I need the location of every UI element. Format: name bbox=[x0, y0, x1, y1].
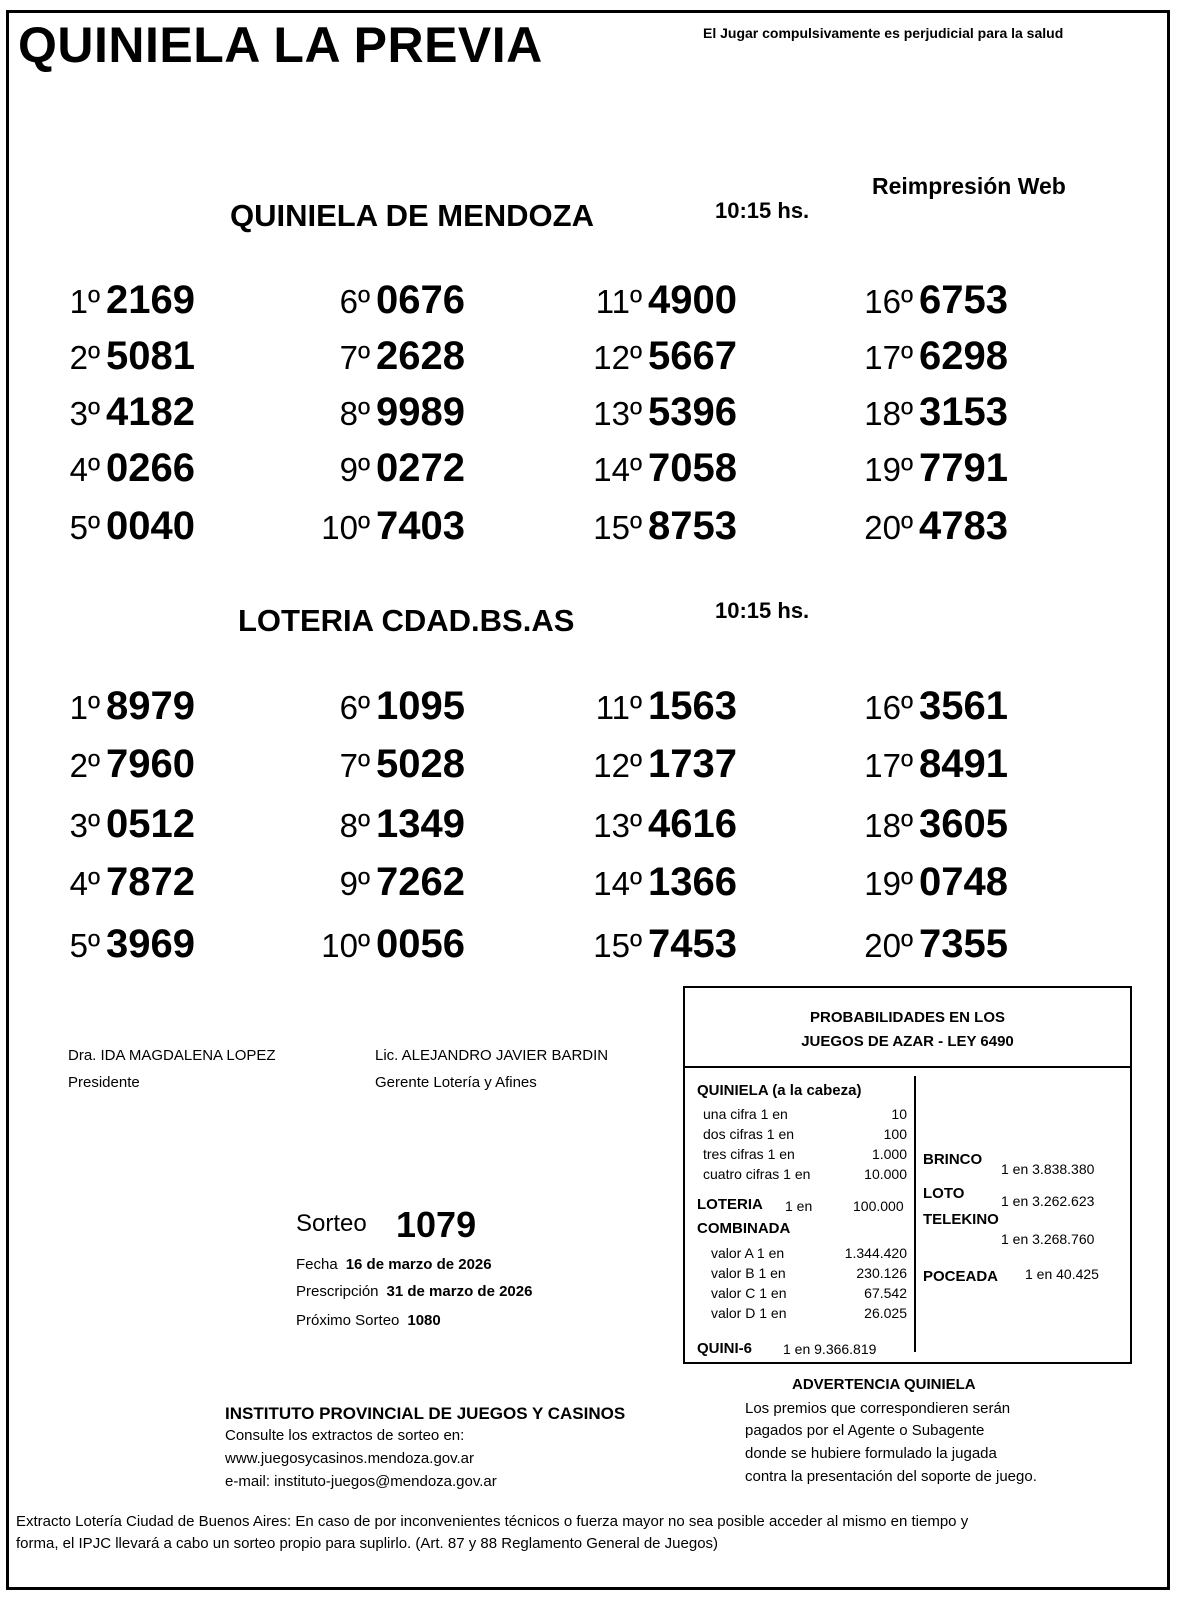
mendoza-result-20 bbox=[849, 504, 1008, 549]
result-number: 4616 bbox=[648, 802, 737, 846]
prob-row-label: valor D 1 en bbox=[711, 1305, 787, 1321]
result-number: 5028 bbox=[376, 742, 465, 786]
result-position: 7º bbox=[339, 747, 370, 784]
result-number: 0272 bbox=[376, 446, 465, 490]
result-position: 20º bbox=[864, 509, 913, 546]
poceada-prob-label: POCEADA bbox=[923, 1268, 999, 1285]
result-number: 4900 bbox=[648, 278, 737, 322]
advertencia-title: ADVERTENCIA QUINIELA bbox=[792, 1376, 976, 1393]
result-number: 0748 bbox=[919, 860, 1008, 904]
mendoza-result-2 bbox=[36, 334, 195, 379]
bsas-result-8 bbox=[306, 802, 465, 847]
result-position: 9º bbox=[339, 451, 370, 488]
result-position: 5º bbox=[69, 509, 100, 546]
result-number: 7355 bbox=[919, 922, 1008, 966]
result-position: 2º bbox=[69, 339, 100, 376]
result-number: 2628 bbox=[376, 334, 465, 378]
result-number: 7872 bbox=[106, 860, 195, 904]
prob-row-value: 10.000 bbox=[864, 1166, 907, 1182]
page-title: QUINIELA LA PREVIA bbox=[18, 17, 543, 73]
result-position: 17º bbox=[864, 339, 913, 376]
fecha-row bbox=[296, 1256, 492, 1273]
mendoza-result-15 bbox=[578, 504, 737, 549]
bsas-result-3 bbox=[36, 802, 195, 847]
mendoza-result-12 bbox=[578, 334, 737, 379]
result-number: 7262 bbox=[376, 860, 465, 904]
fecha-value: 16 de marzo de 2026 bbox=[345, 1256, 492, 1273]
quiniela-prob-title: QUINIELA (a la cabeza) bbox=[697, 1082, 862, 1099]
prob-row-label: valor C 1 en bbox=[711, 1285, 787, 1301]
proximo-label: Próximo Sorteo bbox=[296, 1312, 400, 1329]
result-number: 1095 bbox=[376, 684, 465, 728]
mendoza-result-16 bbox=[849, 278, 1008, 323]
result-position: 4º bbox=[69, 865, 100, 902]
result-number: 3153 bbox=[919, 390, 1008, 434]
result-number: 7453 bbox=[648, 922, 737, 966]
result-position: 18º bbox=[864, 807, 913, 844]
loto-prob-value: 1 en 3.262.623 bbox=[1001, 1193, 1095, 1209]
result-number: 8753 bbox=[648, 504, 737, 548]
result-position: 13º bbox=[593, 807, 642, 844]
bsas-result-11 bbox=[578, 684, 737, 729]
prob-row-label: tres cifras 1 en bbox=[703, 1146, 795, 1162]
prob-row-label: valor A 1 en bbox=[711, 1245, 785, 1261]
result-number: 0040 bbox=[106, 504, 195, 548]
bsas-result-6 bbox=[306, 684, 465, 729]
bsas-result-10 bbox=[306, 922, 465, 967]
prob-row-value: 67.542 bbox=[864, 1285, 907, 1301]
result-position: 2º bbox=[69, 747, 100, 784]
result-number: 2169 bbox=[106, 278, 195, 322]
result-number: 6753 bbox=[919, 278, 1008, 322]
loteria-prob-label: LOTERIA bbox=[697, 1196, 763, 1213]
result-number: 8491 bbox=[919, 742, 1008, 786]
prescripcion-row bbox=[296, 1283, 532, 1300]
result-position: 11º bbox=[595, 283, 642, 320]
result-number: 5396 bbox=[648, 390, 737, 434]
prob-row-label: dos cifras 1 en bbox=[703, 1126, 795, 1142]
result-position: 18º bbox=[864, 395, 913, 432]
mendoza-time: 10:15 hs. bbox=[715, 198, 810, 223]
mendoza-result-8 bbox=[306, 390, 465, 435]
result-position: 12º bbox=[593, 747, 642, 784]
advertencia-line: pagados por el Agente o Subagente bbox=[745, 1422, 985, 1439]
result-position: 19º bbox=[864, 451, 913, 488]
probabilities-title-1: PROBABILIDADES EN LOS bbox=[809, 1009, 1005, 1026]
probabilities-header bbox=[685, 988, 1130, 1068]
bsas-title: LOTERIA CDAD.BS.AS bbox=[238, 603, 575, 638]
result-number: 3969 bbox=[106, 922, 195, 966]
combinada-prob-title: COMBINADA bbox=[697, 1220, 791, 1237]
bsas-result-2 bbox=[36, 742, 195, 787]
result-number: 4783 bbox=[919, 504, 1008, 548]
signature-role: Gerente Lotería y Afines bbox=[375, 1074, 537, 1091]
prob-row-value: 10 bbox=[891, 1106, 907, 1122]
mendoza-result-17 bbox=[849, 334, 1008, 379]
advertencia-line: contra la presentación del soporte de juego. bbox=[745, 1468, 1037, 1485]
result-number: 0266 bbox=[106, 446, 195, 490]
result-position: 6º bbox=[339, 283, 370, 320]
result-number: 1737 bbox=[648, 742, 737, 786]
result-position: 12º bbox=[593, 339, 642, 376]
prob-row-value: 100 bbox=[883, 1126, 907, 1142]
loto-prob-label: LOTO bbox=[923, 1185, 965, 1202]
result-number: 7960 bbox=[106, 742, 195, 786]
result-position: 5º bbox=[69, 927, 100, 964]
mendoza-result-3 bbox=[36, 390, 195, 435]
result-position: 1º bbox=[69, 283, 100, 320]
prob-row-value: 1.000 bbox=[871, 1146, 907, 1162]
proximo-row bbox=[296, 1312, 441, 1329]
result-number: 0056 bbox=[376, 922, 465, 966]
result-position: 16º bbox=[864, 283, 913, 320]
prescripcion-label: Prescripción bbox=[296, 1283, 379, 1300]
quini6-prob-value: 1 en 9.366.819 bbox=[783, 1341, 877, 1357]
bsas-result-18 bbox=[849, 802, 1008, 847]
advertencia-line: Los premios que correspondieren serán bbox=[745, 1400, 1011, 1417]
prob-row-value: 230.126 bbox=[856, 1265, 907, 1281]
result-position: 4º bbox=[69, 451, 100, 488]
prob-row-label: valor B 1 en bbox=[711, 1265, 786, 1281]
prob-row-value: 1.344.420 bbox=[844, 1245, 907, 1261]
result-position: 14º bbox=[593, 451, 642, 488]
result-number: 3605 bbox=[919, 802, 1008, 846]
mendoza-result-4 bbox=[36, 446, 195, 491]
result-position: 14º bbox=[593, 865, 642, 902]
brinco-prob-value: 1 en 3.838.380 bbox=[1001, 1161, 1095, 1177]
result-number: 5667 bbox=[648, 334, 737, 378]
proximo-value: 1080 bbox=[407, 1312, 441, 1329]
result-number: 4182 bbox=[106, 390, 195, 434]
result-position: 15º bbox=[593, 509, 642, 546]
result-number: 1366 bbox=[648, 860, 737, 904]
bsas-result-17 bbox=[849, 742, 1008, 787]
bsas-result-19 bbox=[849, 860, 1008, 905]
result-number: 7058 bbox=[648, 446, 737, 490]
probabilities-box bbox=[683, 986, 1132, 1364]
advertencia-line: donde se hubiere formulado la jugada bbox=[745, 1445, 997, 1462]
signature-role: Presidente bbox=[68, 1074, 140, 1091]
instituto-title: INSTITUTO PROVINCIAL DE JUEGOS Y CASINOS bbox=[225, 1404, 626, 1423]
result-number: 5081 bbox=[106, 334, 195, 378]
result-position: 8º bbox=[339, 807, 370, 844]
bsas-result-7 bbox=[306, 742, 465, 787]
footer-line-1: Extracto Lotería Ciudad de Buenos Aires: En caso de por inconvenientes técnicos o fuerza mayor no sea posible acceder al mismo en tiempo y bbox=[16, 1513, 969, 1530]
telekino-prob-label: TELEKINO bbox=[923, 1211, 999, 1228]
sorteo-label: Sorteo bbox=[296, 1210, 367, 1237]
result-position: 8º bbox=[339, 395, 370, 432]
result-position: 3º bbox=[69, 395, 100, 432]
result-position: 6º bbox=[339, 689, 370, 726]
mendoza-result-11 bbox=[578, 278, 737, 323]
mendoza-result-9 bbox=[306, 446, 465, 491]
sorteo-number: 1079 bbox=[396, 1204, 477, 1245]
result-position: 9º bbox=[339, 865, 370, 902]
result-position: 10º bbox=[321, 927, 370, 964]
poceada-prob-value: 1 en 40.425 bbox=[1025, 1266, 1099, 1282]
bsas-result-20 bbox=[849, 922, 1008, 967]
signature-president bbox=[68, 1042, 276, 1096]
mendoza-result-6 bbox=[306, 278, 465, 323]
result-number: 0676 bbox=[376, 278, 465, 322]
result-number: 1563 bbox=[648, 684, 737, 728]
instituto-website[interactable]: www.juegosycasinos.mendoza.gov.ar bbox=[225, 1450, 475, 1467]
result-number: 8979 bbox=[106, 684, 195, 728]
mendoza-result-18 bbox=[849, 390, 1008, 435]
mendoza-result-10 bbox=[306, 504, 465, 549]
result-number: 3561 bbox=[919, 684, 1008, 728]
bsas-result-16 bbox=[849, 684, 1008, 729]
prob-row-label: una cifra 1 en bbox=[703, 1106, 788, 1122]
bsas-result-4 bbox=[36, 860, 195, 905]
mendoza-result-13 bbox=[578, 390, 737, 435]
telekino-prob-value: 1 en 3.268.760 bbox=[1001, 1231, 1095, 1247]
instituto-email[interactable]: e-mail: instituto-juegos@mendoza.gov.ar bbox=[225, 1473, 497, 1490]
prescripcion-value: 31 de marzo de 2026 bbox=[386, 1283, 533, 1300]
brinco-prob-label: BRINCO bbox=[923, 1151, 983, 1168]
result-position: 7º bbox=[339, 339, 370, 376]
result-position: 19º bbox=[864, 865, 913, 902]
bsas-result-15 bbox=[578, 922, 737, 967]
bsas-result-14 bbox=[578, 860, 737, 905]
result-position: 11º bbox=[595, 689, 642, 726]
signature-manager bbox=[375, 1042, 608, 1096]
result-number: 1349 bbox=[376, 802, 465, 846]
result-number: 0512 bbox=[106, 802, 195, 846]
signature-name: Lic. ALEJANDRO JAVIER BARDIN bbox=[375, 1047, 609, 1064]
result-position: 20º bbox=[864, 927, 913, 964]
result-number: 9989 bbox=[376, 390, 465, 434]
quini6-prob-label: QUINI-6 bbox=[697, 1340, 753, 1357]
prob-row-label: cuatro cifras 1 en bbox=[703, 1166, 811, 1182]
bsas-result-12 bbox=[578, 742, 737, 787]
result-position: 3º bbox=[69, 807, 100, 844]
result-position: 16º bbox=[864, 689, 913, 726]
prob-row-value: 26.025 bbox=[864, 1305, 907, 1321]
signature-name: Dra. IDA MAGDALENA LOPEZ bbox=[68, 1047, 276, 1064]
result-number: 6298 bbox=[919, 334, 1008, 378]
result-number: 7791 bbox=[919, 446, 1008, 490]
mendoza-result-19 bbox=[849, 446, 1008, 491]
result-position: 13º bbox=[593, 395, 642, 432]
footer-line-2: forma, el IPJC llevará a cabo un sorteo propio para suplirlo. (Art. 87 y 88 Reglamento General de Juegos) bbox=[16, 1535, 719, 1552]
result-position: 17º bbox=[864, 747, 913, 784]
result-number: 7403 bbox=[376, 504, 465, 548]
loteria-prob-value: 100.000 bbox=[853, 1198, 904, 1214]
bsas-time: 10:15 hs. bbox=[715, 598, 810, 623]
reprint-label: Reimpresión Web bbox=[872, 173, 1066, 199]
bsas-result-1 bbox=[36, 684, 195, 729]
fecha-label: Fecha bbox=[296, 1256, 338, 1273]
mendoza-result-1 bbox=[36, 278, 195, 323]
loteria-prob-en: 1 en bbox=[785, 1198, 813, 1214]
bsas-result-9 bbox=[306, 860, 465, 905]
instituto-line: Consulte los extractos de sorteo en: bbox=[225, 1427, 465, 1444]
probabilities-title-2: JUEGOS DE AZAR - LEY 6490 bbox=[801, 1033, 1014, 1050]
mendoza-result-7 bbox=[306, 334, 465, 379]
result-position: 10º bbox=[321, 509, 370, 546]
mendoza-title: QUINIELA DE MENDOZA bbox=[230, 198, 594, 233]
mendoza-result-5 bbox=[36, 504, 195, 549]
mendoza-result-14 bbox=[578, 446, 737, 491]
bsas-result-13 bbox=[578, 802, 737, 847]
result-position: 15º bbox=[593, 927, 642, 964]
health-warning: El Jugar compulsivamente es perjudicial para la salud bbox=[703, 25, 1064, 41]
result-position: 1º bbox=[69, 689, 100, 726]
bsas-result-5 bbox=[36, 922, 195, 967]
